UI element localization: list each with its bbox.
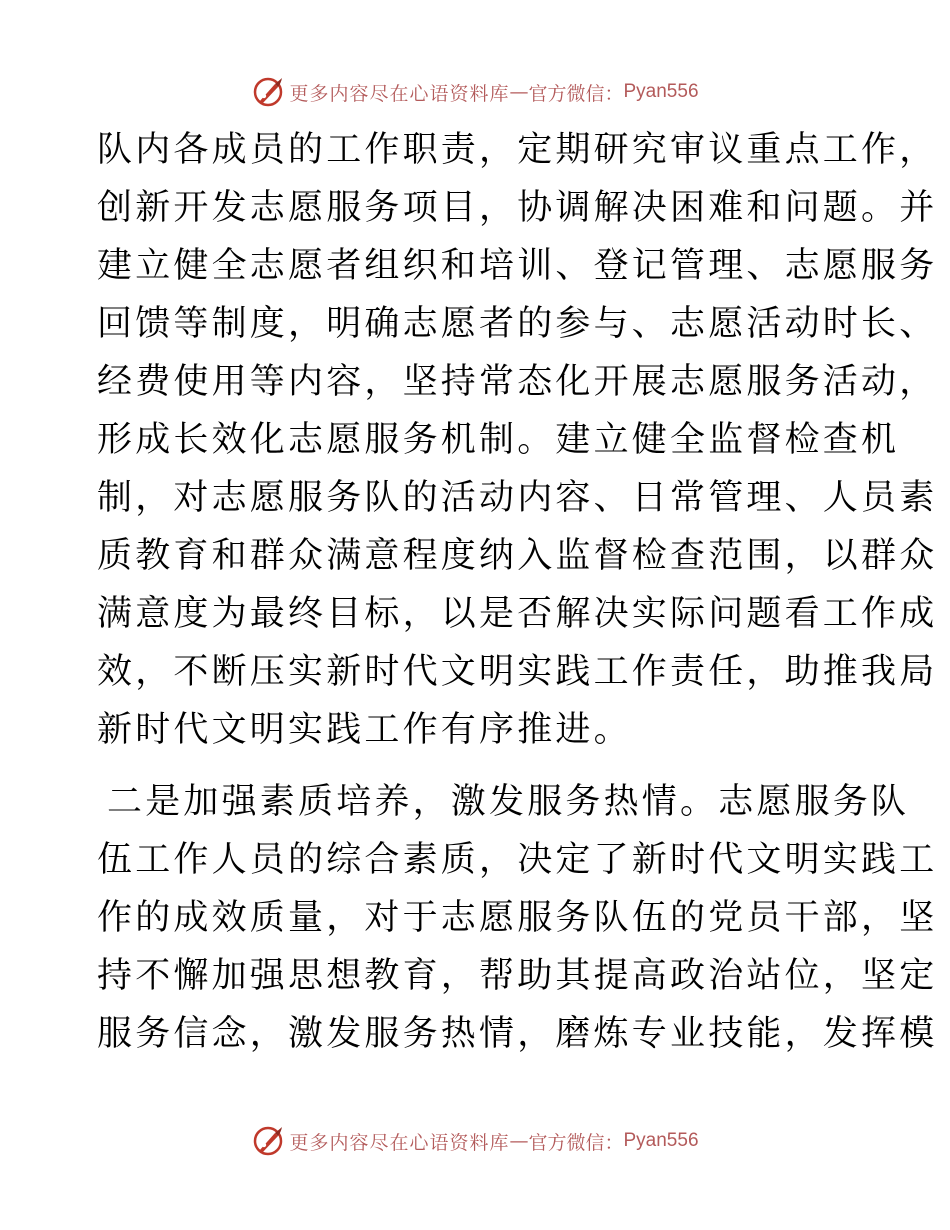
text-line: 质教育和群众满意程度纳入监督检查范围，以群众 [97,536,938,576]
text-line: 队内各成员的工作职责，定期研究审议重点工作， [97,130,938,170]
paragraph-1 [97,121,938,759]
text-line: 形成长效化志愿服务机制。建立健全监督检查机 [97,420,900,460]
banner-separator: — [509,81,529,103]
text-line: 制，对志愿服务队的活动内容、日常管理、人员素 [97,478,938,518]
banner-contact-label: 官方微信： [528,82,624,105]
banner-contact-id: Pyan556 [623,1130,699,1151]
document-body [97,121,938,1063]
text-line: 经费使用等内容，坚持常态化开展志愿服务活动， [97,362,938,402]
text-line: 效，不断压实新时代文明实践工作责任，助推我局 [97,652,938,692]
banner-contact-label: 官方微信： [528,1131,624,1154]
text-line: 满意度为最终目标，以是否解决实际问题看工作成 [97,594,938,634]
text-line: 二是加强素质培养，激发服务热情。志愿服务队 [107,782,910,822]
quill-logo-icon [251,1124,285,1158]
footer-banner [0,1121,950,1161]
text-line: 新时代文明实践工作有序推进。 [97,710,632,750]
banner-brand-text: 更多内容尽在心语资料库 [289,1131,510,1154]
banner-contact-id: Pyan556 [623,81,699,102]
paragraph-gap [97,759,857,773]
text-line: 创新开发志愿服务项目，协调解决困难和问题。并 [97,188,938,228]
text-line: 伍工作人员的综合素质，决定了新时代文明实践工 [97,840,938,880]
quill-logo-icon [251,75,285,109]
paragraph-2 [97,773,938,1063]
text-line: 持不懈加强思想教育，帮助其提高政治站位，坚定 [97,956,938,996]
text-line: 服务信念，激发服务热情，磨炼专业技能，发挥模 [97,1014,938,1054]
banner-separator: — [509,1130,529,1152]
text-line: 回馈等制度，明确志愿者的参与、志愿活动时长、 [97,304,938,344]
text-line: 建立健全志愿者组织和培训、登记管理、志愿服务 [97,246,938,286]
header-banner [0,72,950,112]
text-line: 作的成效质量，对于志愿服务队伍的党员干部，坚 [97,898,938,938]
banner-brand-text: 更多内容尽在心语资料库 [289,82,510,105]
